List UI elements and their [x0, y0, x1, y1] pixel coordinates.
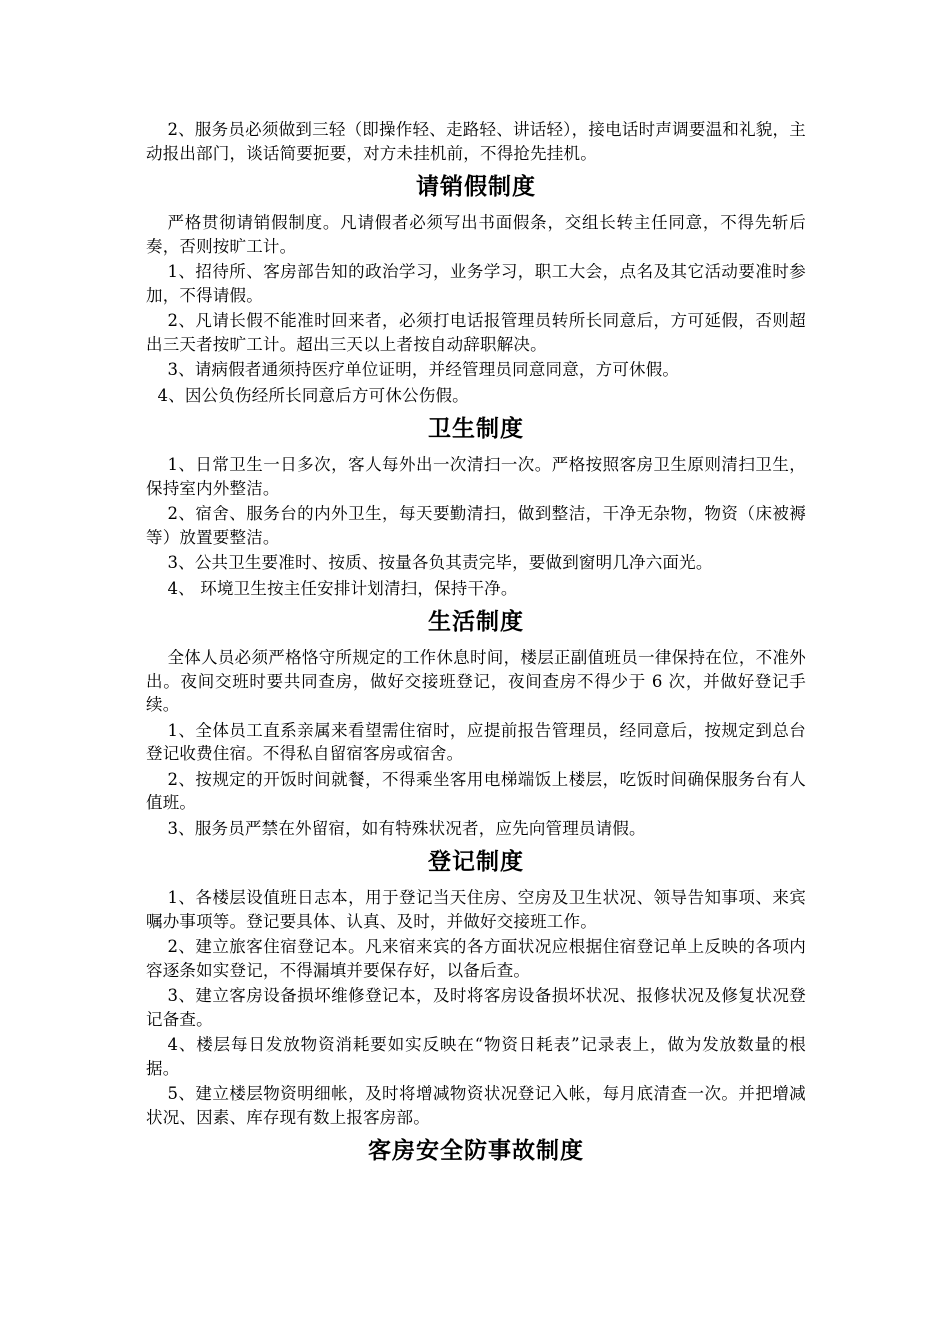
section-registration-policy	[146, 846, 806, 1129]
section-title: 客房安全防事故制度	[368, 1138, 584, 1164]
section-paragraph: 3、请病假者通须持医疗单位证明，并经管理员同意同意，方可休假。	[167, 360, 680, 379]
section-title: 登记制度	[428, 849, 524, 875]
section-title: 卫生制度	[428, 416, 524, 442]
section-paragraph: 4、因公负伤经所长同意后方可休公伤假。	[157, 385, 469, 405]
section-paragraph: 1、各楼层设值班日志本，用于登记当天住房、空房及卫生状况、领导告知事项、来宾嘱办事项等。登记要具体、认真、及时，并做好交接班工作。	[146, 888, 806, 931]
section-paragraph: 2、宿舍、服务台的内外卫生，每天要勤清扫，做到整洁，干净无杂物，物资（床被褥等）放置要整洁。	[146, 504, 806, 547]
section-paragraph: 2、按规定的开饭时间就餐，不得乘坐客用电梯端饭上楼层，吃饭时间确保服务台有人值班。	[146, 769, 806, 812]
section-paragraph: 1、日常卫生一日多次，客人每外出一次清扫一次。严格按照客房卫生原则清扫卫生，保持室内外整洁。	[146, 455, 806, 498]
intro-paragraph: 2、服务员必须做到三轻（即操作轻、走路轻、讲话轻），接电话时声调要温和礼貌，主动报出部门，谈话简要扼要，对方未挂机前，不得抢先挂机。	[146, 120, 806, 163]
section-paragraph: 5、建立楼层物资明细帐，及时将增减物资状况登记入帐，每月底清查一次。并把增减状况、因素、库存现有数上报客房部。	[146, 1084, 806, 1127]
section-title: 请销假制度	[416, 174, 536, 200]
section-paragraph: 4、楼层每日发放物资消耗要如实反映在“物资日耗表”记录表上，做为发放数量的根据。	[146, 1035, 806, 1078]
section-paragraph: 全体人员必须严格恪守所规定的工作休息时间，楼层正副值班员一律保持在位，不准外出。夜间交班时要共同查房，做好交接班登记，夜间查房不得少于 6 次，并做好登记手续。	[146, 648, 806, 714]
section-title: 生活制度	[428, 609, 524, 635]
section-room-safety-policy	[146, 1135, 806, 1167]
section-paragraph: 2、凡请长假不能准时回来者，必须打电话报管理员转所长同意后，方可延假，否则超出三天者按旷工计。超出三天以上者按自动辞职解决。	[146, 311, 806, 354]
section-paragraph: 3、建立客房设备损坏维修登记本，及时将客房设备损坏状况、报修状况及修复状况登记备查。	[146, 986, 806, 1029]
section-paragraph: 严格贯彻请销假制度。凡请假者必须写出书面假条，交组长转主任同意，不得先斩后奏，否则按旷工计。	[146, 213, 806, 256]
section-hygiene-policy	[146, 413, 806, 600]
section-paragraph: 3、公共卫生要准时、按质、按量各负其责完毕，要做到窗明几净六面光。	[167, 553, 713, 572]
document-page	[146, 118, 806, 1175]
section-paragraph: 1、招待所、客房部告知的政治学习，业务学习，职工大会，点名及其它活动要准时参加，不得请假。	[146, 262, 806, 305]
section-leave-policy	[146, 171, 806, 407]
section-paragraph: 4、 环境卫生按主任安排计划清扫，保持干净。	[167, 578, 518, 598]
section-paragraph: 2、建立旅客住宿登记本。凡来宿来宾的各方面状况应根据住宿登记单上反映的各项内容逐条如实登记，不得漏填并要保存好，以备后查。	[146, 937, 806, 980]
section-living-policy	[146, 606, 806, 840]
section-paragraph: 3、服务员严禁在外留宿，如有特殊状况者，应先向管理员请假。	[167, 818, 646, 838]
section-paragraph: 1、全体员工直系亲属来看望需住宿时，应提前报告管理员，经同意后，按规定到总台登记收费住宿。不得私自留宿客房或宿舍。	[146, 720, 806, 763]
